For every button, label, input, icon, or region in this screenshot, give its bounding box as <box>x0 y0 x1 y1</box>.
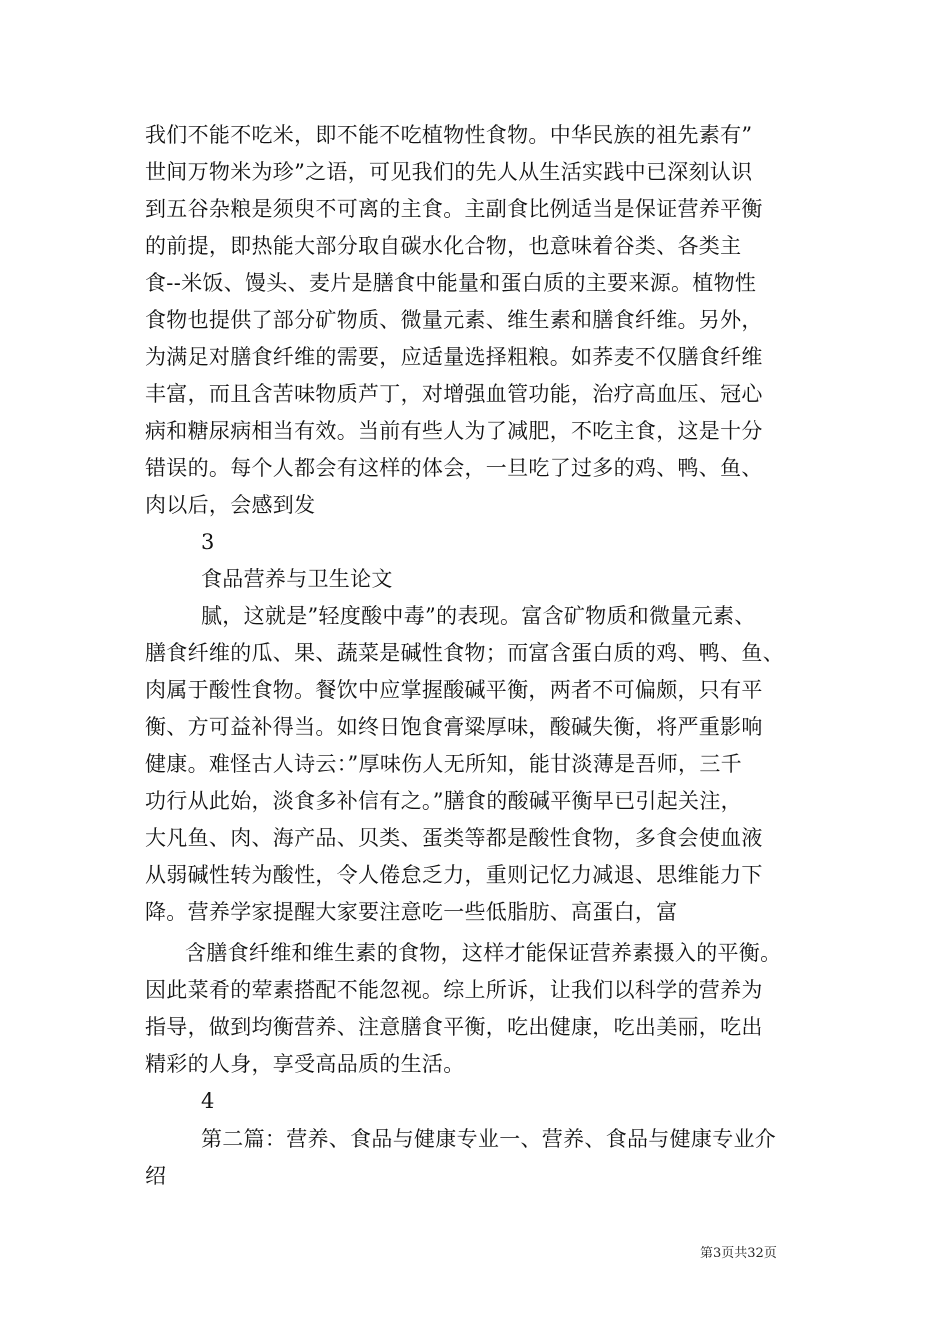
text-line: 第二篇：营养、食品与健康专业一、营养、食品与健康专业介 <box>201 1127 777 1151</box>
text-line: 食--米饭、馒头、麦片是膳食中能量和蛋白质的主要来源。植物性 <box>145 271 757 295</box>
page-marker: 3 <box>201 530 215 554</box>
section-heading <box>145 1121 825 1195</box>
paragraph-acid-base-balance <box>145 598 825 931</box>
text-line: 精彩的人身，享受高品质的生活。 <box>145 1052 465 1076</box>
text-line: 健康。难怪古人诗云：”厚味伤人无所知，能甘淡薄是吾师，三千 <box>145 752 742 776</box>
text-line: 食物也提供了部分矿物质、微量元素、维生素和膳食纤维。另外， <box>145 308 763 332</box>
text-line: 我们不能不吃米，即不能不吃植物性食物。中华民族的祖先素有” <box>145 123 753 147</box>
text-line: 为满足对膳食纤维的需要，应适量选择粗粮。如荞麦不仅膳食纤维 <box>145 345 763 369</box>
page-footer: 第3页共32页 <box>700 1246 777 1261</box>
text-line: 肉属于酸性食物。餐饮中应掌握酸碱平衡，两者不可偏颇，只有平 <box>145 678 763 702</box>
text-line: 降。营养学家提醒大家要注意吃一些低脂肪、高蛋白，富 <box>145 900 678 924</box>
text-line: 绍 <box>145 1164 167 1188</box>
text-line: 含膳食纤维和维生素的食物，这样才能保证营养素摄入的平衡。 <box>185 941 782 965</box>
text-line: 病和糖尿病相当有效。当前有些人为了减肥，不吃主食，这是十分 <box>145 419 763 443</box>
text-line: 从弱碱性转为酸性，令人倦怠乏力，重则记忆力减退、思维能力下 <box>145 863 763 887</box>
page-marker: 4 <box>201 1089 215 1113</box>
text-line: 指导，做到均衡营养、注意膳食平衡，吃出健康，吃出美丽，吃出 <box>145 1015 763 1039</box>
text-line: 衡、方可益补得当。如终日饱食膏粱厚味，酸碱失衡，将严重影响 <box>145 715 763 739</box>
text-line: 腻，这就是”轻度酸中毒”的表现。富含矿物质和微量元素、 <box>201 604 756 628</box>
paragraph-conclusion <box>145 935 825 1120</box>
text-line: 大凡鱼、肉、海产品、贝类、蛋类等都是酸性食物，多食会使血液 <box>145 826 763 850</box>
text-line: 到五谷杂粮是须臾不可离的主食。主副食比例适当是保证营养平衡 <box>145 197 763 221</box>
text-line: 因此菜肴的荤素搭配不能忽视。综上所诉，让我们以科学的营养为 <box>145 978 763 1002</box>
running-title: 食品营养与卫生论文 <box>201 567 393 591</box>
paragraph-rice-staple <box>145 117 825 598</box>
text-line: 的前提，即热能大部分取自碳水化合物，也意味着谷类、各类主 <box>145 234 742 258</box>
text-line: 肉以后，会感到发 <box>145 493 316 517</box>
text-line: 错误的。每个人都会有这样的体会，一旦吃了过多的鸡、鸭、鱼、 <box>145 456 763 480</box>
text-line: 膳食纤维的瓜、果、蔬菜是碱性食物；而富含蛋白质的鸡、鸭、鱼、 <box>145 641 784 665</box>
text-line: 丰富，而且含苦味物质芦丁，对增强血管功能，治疗高血压、冠心 <box>145 382 763 406</box>
text-line: 世间万物米为珍”之语，可见我们的先人从生活实践中已深刻认识 <box>145 160 753 184</box>
text-line: 功行从此始，淡食多补信有之。”膳食的酸碱平衡早已引起关注， <box>145 789 742 813</box>
